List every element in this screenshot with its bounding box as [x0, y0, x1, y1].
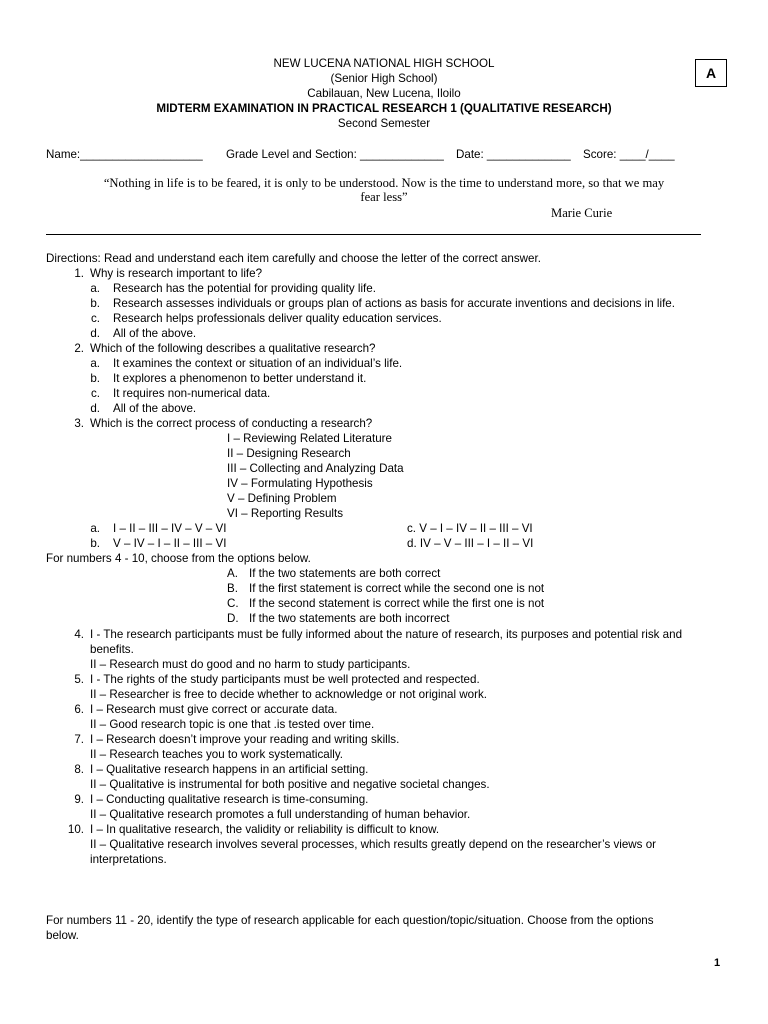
statement-line: II – Qualitative research promotes a full understanding of human behavior.: [90, 808, 471, 821]
question-text: Why is research important to life?: [90, 267, 263, 280]
statement-line: II – Good research topic is one that .is tested over time.: [90, 718, 375, 731]
quote-line-1: “Nothing in life is to be feared, it is only to be understood. Now is the time to understand more, so that we may: [103, 176, 665, 190]
choice-item: d. All of the above.: [90, 402, 197, 415]
answer-options: [227, 566, 544, 626]
question-3: [46, 416, 372, 431]
statement-item-4: 4. I - The research participants must be fully informed about the nature of research, its purposes and potential risk and: [74, 628, 683, 641]
question-3-choices-left: [46, 521, 226, 551]
part-3-instruction-line-1: For numbers 11 - 20, identify the type of research applicable for each question/topic/situation. Choose from the options: [46, 914, 654, 927]
process-step: I – Reviewing Related Literature: [227, 432, 392, 445]
school-name: NEW LUCENA NATIONAL HIGH SCHOOL: [273, 57, 495, 70]
choice-item: d. All of the above.: [90, 327, 197, 340]
choice-item: c. V – I – IV – II – III – VI: [407, 522, 533, 535]
question-text: Which of the following describes a qualitative research?: [90, 342, 376, 355]
question-1: [46, 266, 675, 341]
quote-author: Marie Curie: [551, 206, 613, 220]
process-step: VI – Reporting Results: [227, 507, 343, 520]
statement-line: II – Qualitative research involves several processes, which results greatly depend on the researcher’s views or: [90, 838, 657, 851]
question-2: [46, 341, 402, 416]
question-number: 1.: [74, 267, 84, 280]
school-level: (Senior High School): [330, 72, 438, 85]
statement-item-7: 7. I – Research doesn’t improve your reading and writing skills.: [74, 733, 400, 746]
answer-option: C. If the second statement is correct while the first one is not: [227, 597, 545, 610]
semester: Second Semester: [337, 117, 431, 130]
divider-line: [46, 234, 701, 235]
statement-items: [46, 627, 682, 867]
test-version-badge: A: [695, 59, 727, 87]
choice-item: b. V – IV – I – II – III – VI: [90, 537, 227, 550]
answer-option: B. If the first statement is correct while the second one is not: [227, 582, 545, 595]
choice-item: a. It examines the context or situation of an individual’s life.: [90, 357, 403, 370]
choice-item: d. IV – V – III – I – II – VI: [407, 537, 534, 550]
statement-item-6: 6. I – Research must give correct or accurate data.: [74, 703, 338, 716]
date-field[interactable]: Date: _____________: [456, 148, 571, 161]
research-process-steps: [227, 431, 404, 521]
choice-item: a. Research has the potential for providing quality life.: [90, 282, 376, 295]
statement-item-9: 9. I – Conducting qualitative research is time-consuming.: [74, 793, 369, 806]
statement-item-10: 10. I – In qualitative research, the validity or reliability is difficult to know.: [67, 823, 440, 836]
part-2-instruction: For numbers 4 - 10, choose from the options below.: [46, 552, 311, 565]
process-step: V – Defining Problem: [227, 492, 337, 505]
question-number: 3.: [74, 417, 84, 430]
process-step: IV – Formulating Hypothesis: [227, 477, 373, 490]
part-3-instruction-line-2: below.: [46, 929, 79, 942]
process-step: III – Collecting and Analyzing Data: [227, 462, 404, 475]
name-field[interactable]: Name:___________________: [46, 148, 203, 161]
answer-option: A. If the two statements are both correct: [227, 567, 441, 580]
choice-item: a. I – II – III – IV – V – VI: [90, 522, 227, 535]
statement-line: interpretations.: [90, 853, 167, 866]
question-number: 2.: [74, 342, 84, 355]
directions: Directions: Read and understand each item carefully and choose the letter of the correct answer.: [46, 252, 541, 265]
quote-line-2: fear less”: [360, 190, 408, 204]
choice-item: c. Research helps professionals deliver quality education services.: [90, 312, 442, 325]
statement-line: II – Research must do good and no harm to study participants.: [90, 658, 411, 671]
choice-item: c. It requires non-numerical data.: [90, 387, 271, 400]
statement-item-8: 8. I – Qualitative research happens in an artificial setting.: [74, 763, 369, 776]
statement-line: II – Qualitative is instrumental for both positive and negative societal changes.: [90, 778, 490, 791]
score-field[interactable]: Score: ____/____: [583, 148, 675, 161]
statement-item-5: 5. I - The rights of the study participants must be well protected and respected.: [74, 673, 480, 686]
choice-item: b. Research assesses individuals or groups plan of actions as basis for accurate inventions and decisions in life.: [90, 297, 675, 310]
statement-line: II – Research teaches you to work systematically.: [90, 748, 344, 761]
school-address: Cabilauan, New Lucena, Iloilo: [307, 87, 461, 100]
choice-item: b. It explores a phenomenon to better understand it.: [90, 372, 367, 385]
question-text: Which is the correct process of conducting a research?: [90, 417, 373, 430]
statement-line: II – Researcher is free to decide whether to acknowledge or not original work.: [90, 688, 487, 701]
statement-line: benefits.: [90, 643, 134, 656]
exam-title: MIDTERM EXAMINATION IN PRACTICAL RESEARCH 1 (QUALITATIVE RESEARCH): [156, 102, 612, 115]
answer-option: D. If the two statements are both incorrect: [227, 612, 450, 625]
page-number: 1: [714, 957, 721, 969]
process-step: II – Designing Research: [227, 447, 351, 460]
grade-section-field[interactable]: Grade Level and Section: _____________: [226, 148, 444, 161]
